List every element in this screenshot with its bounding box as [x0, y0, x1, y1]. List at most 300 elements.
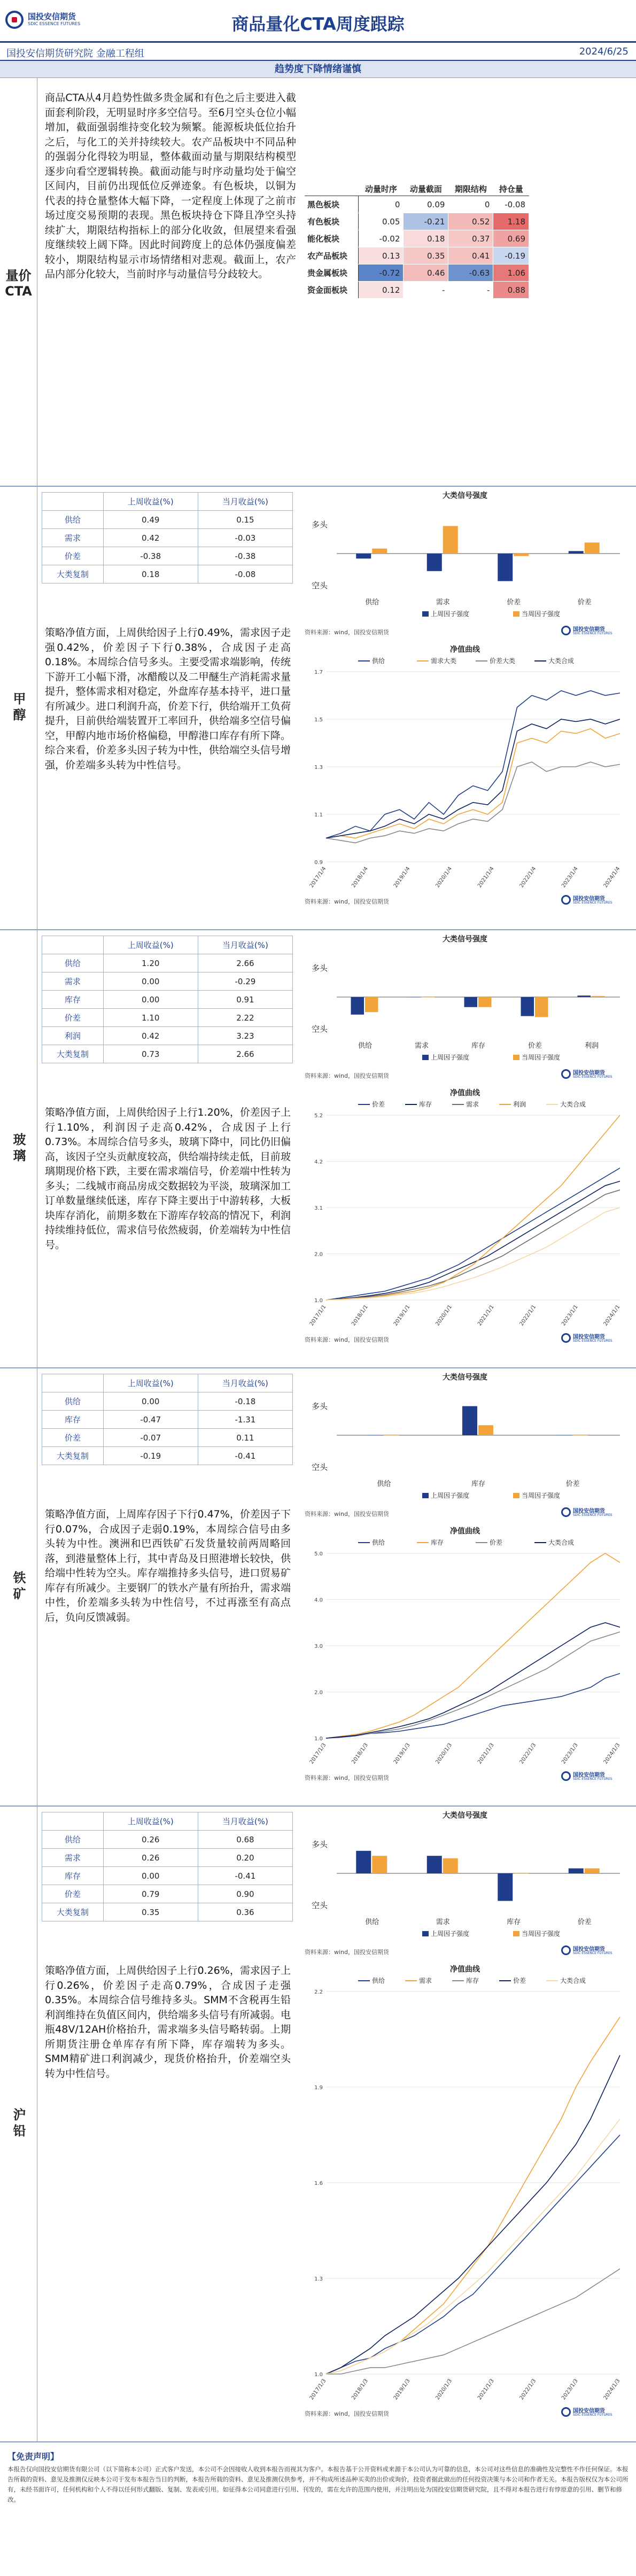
factor-table-header [42, 936, 293, 954]
nav-legend-label: 大类合成 [560, 1101, 586, 1108]
heatmap-cell: 0.52 [448, 213, 493, 230]
signal-category-label: 需求 [436, 598, 450, 606]
nav-y-tick: 4.0 [314, 1597, 323, 1604]
heatmap-cell: -0.02 [359, 230, 404, 247]
commodity-label: 玻璃 [0, 930, 37, 1367]
heatmap-row [305, 213, 529, 230]
factor-row [42, 1903, 293, 1921]
nav-legend-label: 需求 [419, 1977, 432, 1984]
signal-chart-title: 大类信号强度 [443, 935, 487, 944]
commodity-commentary: 策略净值方面，上周供给因子上行0.26%，需求因子上行0.26%，价差因子走高0.79%，合成因子走强0.35%。本周综合信号维持多头。SMM不含税再生铅利润维持在负值区间内，供给端多头信号有所减弱。电瓶48V/12AH价格抬升，需求端多头信号略转弱。上期所期货注册仓单库存有所下降，库存端转为多头。SMM精矿进口利润减少，现货价格抬升，价差端空头转为中性信号。 [45, 1965, 291, 2080]
factor-col-header: 当月收益(%) [198, 1812, 292, 1831]
report-title: 商品量化CTA周度跟踪 [231, 14, 405, 34]
nav-y-tick: 1.0 [314, 1298, 323, 1304]
legend-label: 上周因子强度 [431, 1054, 470, 1061]
factor-value: -0.03 [198, 529, 292, 547]
nav-x-tick: 2024/1/3 [602, 2378, 622, 2401]
factor-value: 2.22 [198, 1009, 292, 1027]
nav-legend-label: 价差 [513, 1977, 526, 1984]
nav-series-line [326, 2135, 620, 2375]
factor-name: 利润 [42, 1027, 104, 1045]
heatmap-row [305, 247, 529, 264]
nav-x-tick: 2023/1/1 [561, 1304, 579, 1327]
factor-return-table [42, 1812, 293, 1921]
factor-value: 0.20 [198, 1849, 292, 1867]
factor-row [42, 1429, 293, 1447]
factor-name: 供给 [42, 954, 104, 972]
report-header [0, 0, 636, 43]
factor-value: -0.47 [103, 1411, 198, 1429]
signal-bar-chart [299, 1823, 631, 1945]
nav-x-tick: 2017/1/3 [308, 1742, 328, 1765]
factor-name: 大类复制 [42, 1447, 104, 1465]
heatmap-cell: -0.21 [404, 213, 448, 230]
heatmap-cell: 0.09 [404, 196, 448, 213]
factor-row [42, 1849, 293, 1867]
mini-logo-en: SDIC ESSENCE FUTURES [573, 901, 612, 905]
signal-source: 资料来源：wind，国投安信期货 [305, 1072, 390, 1079]
factor-value: 0.91 [198, 991, 292, 1009]
heatmap-cell: 0 [359, 196, 404, 213]
signal-bar [368, 1435, 383, 1436]
nav-chart-title: 净值曲线 [450, 1089, 480, 1098]
signal-bar [351, 997, 364, 1015]
nav-source: 资料来源：wind，国投安信期货 [305, 2410, 390, 2417]
factor-value: 0.68 [198, 1831, 292, 1849]
legend-swatch [422, 1055, 429, 1060]
nav-series-line [326, 1632, 620, 1738]
mini-logo-cn: 国投安信期货 [573, 1772, 605, 1778]
factor-return-table [42, 1374, 293, 1465]
nav-line-chart [299, 1537, 631, 1770]
signal-bar [535, 997, 548, 1017]
signal-category-label: 价差 [528, 1042, 542, 1050]
mini-logo-mark-icon [561, 1771, 571, 1781]
factor-name: 价差 [42, 547, 104, 565]
mini-logo-cn: 国投安信期货 [573, 1947, 605, 1952]
heatmap-row-label: 能化板块 [305, 230, 359, 247]
mini-logo [561, 1332, 625, 1345]
signal-bar-chart [299, 946, 631, 1069]
factor-row [42, 1831, 293, 1849]
signal-bar [478, 997, 492, 1007]
nav-x-tick: 2021/1/3 [476, 1742, 495, 1765]
heatmap-row-label: 贵金属板块 [305, 264, 359, 282]
mini-logo-en: SDIC ESSENCE FUTURES [573, 1513, 612, 1517]
nav-y-tick: 1.7 [314, 670, 323, 675]
heatmap-cell: 0.35 [404, 247, 448, 264]
heatmap-cell: - [448, 282, 493, 299]
factor-value: 0.26 [103, 1849, 198, 1867]
nav-series-line [326, 2055, 620, 2374]
heatmap-row [305, 264, 529, 282]
nav-x-tick: 2021/1/1 [476, 1304, 495, 1327]
nav-series-line [326, 1623, 620, 1738]
factor-name: 价差 [42, 1009, 104, 1027]
mini-logo-mark-icon [561, 895, 571, 905]
legend-swatch [513, 1931, 519, 1936]
nav-series-line [326, 1674, 620, 1738]
heatmap-cell: 0.37 [448, 230, 493, 247]
heatmap-row [305, 282, 529, 299]
nav-legend-label: 供给 [372, 1977, 385, 1984]
mini-logo-en: SDIC ESSENCE FUTURES [573, 2413, 612, 2417]
nav-y-tick: 1.5 [314, 717, 323, 723]
heatmap-header-row [305, 182, 529, 196]
nav-y-tick: 1.3 [314, 2276, 323, 2282]
mini-logo-mark-icon [561, 1069, 571, 1079]
signal-category-label: 需求 [414, 1042, 429, 1050]
nav-y-tick: 1.1 [314, 812, 323, 818]
commodity-section [0, 930, 636, 1368]
heatmap-cell: 1.18 [493, 213, 529, 230]
nav-x-tick: 2017/1/3 [308, 2378, 328, 2401]
factor-table-header [42, 1374, 293, 1392]
signal-bar [365, 997, 378, 1012]
factor-row [42, 991, 293, 1009]
factor-value: 0.42 [103, 1027, 198, 1045]
signal-category-label: 利润 [584, 1042, 599, 1050]
nav-x-tick: 2022/1/1 [518, 1304, 538, 1327]
factor-name: 大类复制 [42, 1903, 104, 1921]
factor-row [42, 1885, 293, 1903]
mini-logo-mark-icon [561, 626, 571, 635]
mini-logo [561, 1944, 625, 1957]
signal-category-label: 供给 [365, 1918, 379, 1926]
nav-x-tick: 2021/1/4 [476, 866, 495, 889]
signal-bar [578, 995, 591, 997]
signal-chart-title: 大类信号强度 [443, 492, 487, 500]
signal-category-label: 库存 [471, 1480, 486, 1488]
factor-value: 1.10 [103, 1009, 198, 1027]
disclaimer-text: 本报告仅向国投安信期货有限公司（以下简称本公司）正式客户发送，本公司不会因接收人收到本报告而视其为客户。本报告基于公开资料或来源于本公司认为可靠的信息，本公司对这些信息的准确性及完整性不作任何保证。本报告所载的资料、意见及推测仅反映本公司于发布本报告当日的判断，本报告所载的资料、意见及推测仅供参考，并不构成所述品种买卖的出价或询价，投资者据此做出的任何投资决策与本公司和作者无关。本报告版权仅为本公司所有，未经书面许可，任何机构和个人不得以任何形式翻版、复制、发表或引用。如征得本公司同意进行引用、刊发的，需在允许的范围内使用，并注明出处为国投安信期货研究院，且不得对本报告进行有悖原意的引用、删节和修改。 [7, 2465, 629, 2503]
nav-legend-label: 大类合成 [548, 1539, 575, 1546]
factor-table-corner [42, 1812, 104, 1831]
signal-source: 资料来源：wind，国投安信期货 [305, 1949, 390, 1956]
nav-x-tick: 2020/1/3 [435, 2378, 454, 2401]
factor-value: 2.66 [198, 954, 292, 972]
heatmap-cell: 0.12 [359, 282, 404, 299]
signal-category-label: 库存 [507, 1918, 521, 1926]
nav-legend-label: 价差大类 [490, 657, 516, 665]
mini-logo-cn: 国投安信期货 [573, 1508, 605, 1514]
legend-label: 上周因子强度 [431, 1930, 470, 1937]
factor-row [42, 1447, 293, 1465]
legend-swatch [513, 611, 519, 617]
factor-value: 0.73 [103, 1045, 198, 1063]
heatmap-row-label: 黑色板块 [305, 196, 359, 213]
nav-y-tick: 5.2 [314, 1113, 323, 1119]
signal-ylabel-bottom: 空头 [311, 1024, 328, 1034]
nav-y-tick: 3.1 [314, 1205, 323, 1211]
logo-text-cn: 国投安信期货 [28, 12, 76, 21]
mini-logo-cn: 国投安信期货 [573, 2408, 605, 2414]
nav-series-line [326, 1168, 620, 1300]
heatmap-cell: 0.46 [404, 264, 448, 282]
signal-bar [498, 554, 513, 581]
heatmap-cell: -0.19 [493, 247, 529, 264]
factor-value: 0.35 [103, 1903, 198, 1921]
factor-name: 大类复制 [42, 565, 104, 583]
factor-value: -0.07 [103, 1429, 198, 1447]
factor-name: 需求 [42, 529, 104, 547]
factor-value: 0.36 [198, 1903, 292, 1921]
disclaimer-title: 【免责声明】 [7, 2452, 59, 2462]
factor-row [42, 547, 293, 565]
factor-row [42, 972, 293, 991]
factor-name: 大类复制 [42, 1045, 104, 1063]
nav-chart-title: 净值曲线 [450, 1965, 480, 1974]
signal-category-label: 供给 [358, 1042, 373, 1050]
signal-category-label: 价差 [565, 1480, 580, 1488]
nav-line-chart [299, 656, 631, 894]
factor-table-corner [42, 936, 104, 954]
signal-ylabel-bottom: 空头 [311, 1901, 328, 1910]
signal-bar [478, 1425, 493, 1435]
cta-label: 量价CTA [0, 78, 37, 486]
nav-series-line [326, 1190, 620, 1300]
heatmap-cell: 0 [448, 196, 493, 213]
factor-row [42, 511, 293, 529]
nav-chart-title: 净值曲线 [450, 645, 480, 654]
signal-ylabel-bottom: 空头 [311, 581, 328, 590]
factor-name: 供给 [42, 1831, 104, 1849]
factor-row [42, 565, 293, 583]
mini-logo-en: SDIC ESSENCE FUTURES [573, 1951, 612, 1955]
heatmap-cell: 0.69 [493, 230, 529, 247]
heatmap-corner [305, 182, 359, 196]
nav-source: 资料来源：wind，国投安信期货 [305, 1336, 390, 1343]
factor-value: 0.42 [103, 529, 198, 547]
nav-chart-title: 净值曲线 [450, 1527, 480, 1536]
signal-bar [408, 997, 421, 998]
factor-table-corner [42, 1374, 104, 1392]
factor-value: 0.79 [103, 1885, 198, 1903]
nav-x-tick: 2018/1/1 [351, 1304, 370, 1327]
signal-ylabel-top: 多头 [311, 963, 328, 973]
mini-logo [561, 894, 625, 907]
nav-y-tick: 2.0 [314, 1251, 323, 1258]
nav-source: 资料来源：wind，国投安信期货 [305, 898, 390, 905]
nav-series-line [326, 729, 620, 838]
cta-heatmap [305, 182, 529, 299]
factor-value: 3.23 [198, 1027, 292, 1045]
factor-name: 库存 [42, 1411, 104, 1429]
heatmap-row [305, 230, 529, 247]
nav-series-line [326, 1181, 620, 1300]
nav-line-chart [299, 1099, 631, 1332]
mini-logo [561, 1068, 625, 1081]
mini-logo-cn: 国投安信期货 [573, 627, 605, 633]
nav-x-tick: 2020/1/3 [435, 1742, 454, 1765]
nav-x-tick: 2022/1/3 [518, 1742, 538, 1765]
nav-x-tick: 2019/1/3 [392, 1742, 412, 1765]
factor-name: 库存 [42, 1867, 104, 1885]
factor-row [42, 1411, 293, 1429]
legend-label: 上周因子强度 [431, 610, 470, 618]
factor-value: 0.90 [198, 1885, 292, 1903]
signal-bar [514, 1873, 529, 1874]
nav-y-tick: 0.9 [314, 860, 323, 866]
nav-x-tick: 2021/1/3 [476, 2378, 495, 2401]
mini-logo-en: SDIC ESSENCE FUTURES [573, 1339, 612, 1343]
factor-value: -1.31 [198, 1411, 292, 1429]
heatmap-cell: -0.63 [448, 264, 493, 282]
mini-logo [561, 625, 625, 637]
nav-legend-label: 大类合成 [548, 657, 575, 665]
factor-value: 0.00 [103, 1392, 198, 1411]
mini-logo [561, 1506, 625, 1519]
nav-x-tick: 2019/1/1 [392, 1304, 412, 1327]
factor-row [42, 1027, 293, 1045]
signal-category-label: 价差 [507, 598, 521, 606]
heatmap-cell: 1.06 [493, 264, 529, 282]
nav-legend-label: 大类合成 [560, 1977, 586, 1984]
factor-row [42, 529, 293, 547]
signal-bar [422, 997, 435, 998]
commodity-label: 铁矿 [0, 1368, 37, 1805]
nav-source: 资料来源：wind，国投安信期货 [305, 1775, 390, 1781]
factor-col-header: 上周收益(%) [103, 936, 198, 954]
signal-bar [356, 554, 371, 558]
factor-row [42, 954, 293, 972]
heatmap-col-header: 动量截面 [404, 182, 448, 196]
heatmap-col-header: 期限结构 [448, 182, 493, 196]
commodity-section [0, 1807, 636, 2442]
signal-bar [427, 1856, 442, 1873]
signal-bar [427, 554, 442, 571]
factor-value: 0.15 [198, 511, 292, 529]
factor-value: -0.41 [198, 1867, 292, 1885]
factor-value: -0.18 [198, 1392, 292, 1411]
signal-bar [356, 1851, 371, 1873]
signal-chart-title: 大类信号强度 [443, 1811, 487, 1820]
signal-category-label: 价差 [577, 1918, 592, 1926]
factor-col-header: 上周收益(%) [103, 1374, 198, 1392]
legend-label: 上周因子强度 [431, 1492, 470, 1499]
nav-line-chart [299, 1975, 631, 2406]
factor-col-header: 上周收益(%) [103, 493, 198, 511]
factor-value: 0.49 [103, 511, 198, 529]
factor-col-header: 上周收益(%) [103, 1812, 198, 1831]
heatmap-cell: 0.18 [404, 230, 448, 247]
nav-x-tick: 2020/1/4 [435, 866, 454, 889]
heatmap-col-header: 动量时序 [359, 182, 404, 196]
heatmap-cell: 0.13 [359, 247, 404, 264]
nav-series-line [326, 719, 620, 838]
factor-col-header: 当月收益(%) [198, 936, 292, 954]
nav-legend-label: 利润 [513, 1101, 526, 1108]
mini-logo-cn: 国投安信期货 [573, 1070, 605, 1076]
signal-bar [521, 997, 534, 1016]
nav-x-tick: 2019/1/4 [392, 866, 412, 889]
nav-y-tick: 4.2 [314, 1159, 323, 1165]
factor-row [42, 1009, 293, 1027]
nav-x-tick: 2024/1/4 [602, 866, 622, 889]
signal-bar [585, 542, 600, 554]
signal-bar [585, 1869, 600, 1873]
nav-x-tick: 2022/1/3 [518, 2378, 538, 2401]
signal-category-label: 库存 [471, 1042, 486, 1050]
nav-x-tick: 2018/1/3 [351, 2378, 370, 2401]
logo-text-en: SDIC ESSENCE FUTURES [28, 21, 81, 26]
nav-legend-label: 供给 [372, 1539, 385, 1546]
nav-series-line [326, 2119, 620, 2374]
legend-label: 当周因子强度 [522, 610, 561, 618]
signal-bar [573, 1435, 588, 1436]
mini-logo-mark-icon [561, 2407, 571, 2417]
nav-y-tick: 3.0 [314, 1644, 323, 1649]
legend-swatch [422, 1493, 429, 1498]
mini-logo-cn: 国投安信期货 [573, 1334, 605, 1340]
mini-logo-cn: 国投安信期货 [573, 896, 605, 902]
factor-name: 库存 [42, 991, 104, 1009]
heatmap-cell: -0.72 [359, 264, 404, 282]
nav-x-tick: 2019/1/3 [392, 2378, 412, 2401]
signal-bar [443, 526, 458, 554]
signal-source: 资料来源：wind，国投安信期货 [305, 1511, 390, 1517]
factor-value: 0.26 [103, 1831, 198, 1849]
nav-y-tick: 1.0 [314, 1736, 323, 1742]
cta-commentary: 商品CTA从4月趋势性做多贵金属和有色之后主要进入截面套利阶段，无明显时序多空信号。至6月空头仓位小幅增加，截面强弱维持变化较为频繁。能源板块低位抬升之后，与化工的关并持续较大。农产品板块中不同品种的强弱分化得较为明显，整体截面动量与期限结构模型逐步向看空逻辑转换。截面动能与时序动量均处于偏空区间内，目前仍出现低位反弹迹象。有色板块，以铜为代表的持仓量整体大幅下降，一定程度上体现了之前市场过度交易预期的表现。黑色板块持仓下降且净空头持续扩大，期限结构指标上的部分化收敛，但展望来看强度继续较上阔下降。因此时间跨度上的总体仍强度偏差较小，期限结构显示市场情绪相对悲观。截面上，农产品内部分化较大，当前时序与动量信号分歧较大。 [45, 92, 296, 280]
mini-logo-en: SDIC ESSENCE FUTURES [573, 1075, 612, 1079]
nav-x-tick: 2023/1/4 [561, 866, 579, 889]
legend-swatch [422, 1931, 429, 1936]
nav-x-tick: 2018/1/4 [351, 866, 370, 889]
nav-y-tick: 1.0 [314, 2372, 323, 2378]
factor-name: 供给 [42, 511, 104, 529]
factor-value: -0.38 [103, 547, 198, 565]
factor-return-table [42, 492, 293, 583]
nav-y-tick: 2.0 [314, 1690, 323, 1696]
nav-legend-label: 库存 [431, 1539, 444, 1546]
factor-value: 2.66 [198, 1045, 292, 1063]
heatmap-col-header: 持仓量 [493, 182, 529, 196]
nav-legend-label: 供给 [372, 657, 385, 665]
nav-legend-label: 库存 [419, 1101, 432, 1108]
mini-logo [561, 2406, 625, 2419]
mini-logo-en: SDIC ESSENCE FUTURES [573, 632, 612, 635]
factor-table-header [42, 1812, 293, 1831]
nav-series-line [326, 691, 620, 838]
heatmap-row-label: 有色板块 [305, 213, 359, 230]
factor-table-header [42, 493, 293, 511]
factor-row [42, 1392, 293, 1411]
legend-label: 当周因子强度 [522, 1054, 561, 1061]
organization: 国投安信期货研究院 金融工程组 [6, 48, 144, 59]
factor-value: -0.41 [198, 1447, 292, 1465]
mini-logo-mark-icon [561, 1945, 571, 1955]
factor-value: 0.18 [103, 565, 198, 583]
signal-category-label: 需求 [436, 1918, 450, 1926]
signal-bar-chart [299, 1384, 631, 1507]
heatmap-cell: - [404, 282, 448, 299]
factor-col-header: 当月收益(%) [198, 493, 292, 511]
commodity-commentary: 策略净值方面，上周供给因子上行1.20%，价差因子上行1.10%，利润因子走高0.42%，合成因子上行0.73%。本周综合信号多头，玻璃下降中，同比仍旧偏高，该因子空头贡献度较高，供给端持续走低，目前玻璃期现价格下跌，主要在需求端信号，价差端中性转为多头；二线城市商品房成交数据较为平淡，玻璃深加工订单数量继续低迷，库存下降主要出于中游转移，大板块库存消化，前期多数在下游库存较高的情况下，利润持续维持低位，需求信号依然疲弱，价差端转为中性信号。 [45, 1107, 291, 1251]
nav-y-tick: 5.0 [314, 1551, 323, 1557]
signal-bar [462, 1406, 477, 1435]
factor-value: 1.20 [103, 954, 198, 972]
signal-bar [592, 996, 605, 997]
heatmap-cell: 0.05 [359, 213, 404, 230]
signal-bar-chart [299, 503, 631, 626]
heatmap-row-label: 资金面板块 [305, 282, 359, 299]
factor-value: -0.38 [198, 547, 292, 565]
heatmap-row [305, 196, 529, 213]
factor-name: 价差 [42, 1885, 104, 1903]
signal-ylabel-top: 多头 [311, 520, 328, 530]
signal-bar [498, 1873, 513, 1901]
